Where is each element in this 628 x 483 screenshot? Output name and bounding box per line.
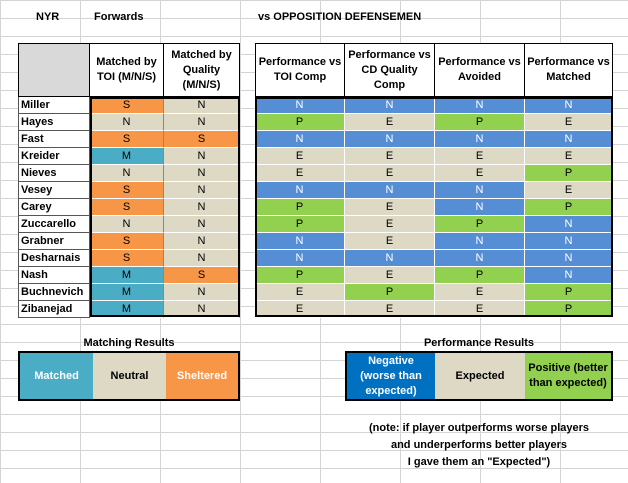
perf-matched-header: Performance vs Matched <box>525 43 613 97</box>
matched-quality-cell: N <box>164 199 240 216</box>
perf-avoided-cell: E <box>435 301 525 318</box>
perf-matched-cell: N <box>525 216 613 233</box>
perf-cd-quality-cell: P <box>345 284 435 301</box>
legend-negative: Negative (worse than expected) <box>347 353 435 399</box>
perf-avoided-cell: E <box>435 284 525 301</box>
legend-positive: Positive (better than expected) <box>525 353 611 399</box>
matched-quality-cell: N <box>164 114 240 131</box>
perf-matched-cell: N <box>525 233 613 250</box>
perf-matched-cell: P <box>525 165 613 182</box>
matched-quality-cell: S <box>164 267 240 284</box>
perf-avoided-cell: P <box>435 216 525 233</box>
perf-avoided-cell: E <box>435 148 525 165</box>
perf-toi-cell: E <box>255 284 345 301</box>
matched-toi-cell: S <box>90 97 164 114</box>
legend-neutral: Neutral <box>93 353 166 399</box>
perf-matched-cell: N <box>525 97 613 114</box>
player-name: Miller <box>18 97 90 114</box>
perf-avoided-cell: P <box>435 267 525 284</box>
perf-toi-cell: N <box>255 182 345 199</box>
perf-matched-cell: E <box>525 148 613 165</box>
perf-avoided-cell: N <box>435 97 525 114</box>
perf-cd-quality-cell: N <box>345 182 435 199</box>
perf-cd-quality-cell: E <box>345 301 435 318</box>
matched-quality-cell: N <box>164 165 240 182</box>
perf-avoided-cell: N <box>435 131 525 148</box>
perf-toi-header: Performance vs TOI Comp <box>255 43 345 97</box>
perf-toi-cell: P <box>255 199 345 216</box>
perf-avoided-cell: N <box>435 233 525 250</box>
perf-cd-quality-cell: N <box>345 131 435 148</box>
perf-toi-cell: N <box>255 131 345 148</box>
perf-avoided-cell: P <box>435 114 525 131</box>
matched-toi-cell: S <box>90 182 164 199</box>
player-name: Buchnevich <box>18 284 90 301</box>
legend-expected: Expected <box>435 353 525 399</box>
matched-quality-cell: N <box>164 182 240 199</box>
perf-matched-cell: P <box>525 199 613 216</box>
performance-legend-title: Performance Results <box>423 337 535 349</box>
matched-quality-cell: N <box>164 216 240 233</box>
player-name: Zibanejad <box>18 301 90 318</box>
perf-cd-quality-cell: E <box>345 216 435 233</box>
perf-avoided-cell: N <box>435 199 525 216</box>
note-line-2: and underperforms better players <box>390 439 568 451</box>
perf-toi-cell: E <box>255 301 345 318</box>
perf-toi-cell: P <box>255 216 345 233</box>
note-text <box>345 420 613 471</box>
matched-quality-cell: N <box>164 97 240 114</box>
matched-toi-header: Matched by TOI (M/N/S) <box>90 43 164 97</box>
matched-toi-cell: M <box>90 301 164 318</box>
perf-cd-quality-cell: E <box>345 148 435 165</box>
matched-toi-cell: S <box>90 233 164 250</box>
matched-toi-cell: M <box>90 148 164 165</box>
perf-matched-cell: E <box>525 182 613 199</box>
matching-legend-title: Matching Results <box>83 337 175 349</box>
perf-avoided-header: Performance vs Avoided <box>435 43 525 97</box>
perf-matched-cell: E <box>525 114 613 131</box>
perf-matched-cell: N <box>525 267 613 284</box>
matched-quality-cell: N <box>164 233 240 250</box>
matched-toi-cell: M <box>90 284 164 301</box>
perf-cd-quality-cell: E <box>345 114 435 131</box>
player-name: Vesey <box>18 182 90 199</box>
performance-legend <box>345 351 613 401</box>
matched-toi-cell: S <box>90 199 164 216</box>
player-name: Carey <box>18 199 90 216</box>
table-title: vs OPPOSITION DEFENSEMEN <box>258 11 422 23</box>
matched-toi-cell: N <box>90 165 164 182</box>
matched-toi-cell: M <box>90 267 164 284</box>
matching-legend <box>18 351 240 401</box>
perf-avoided-cell: N <box>435 182 525 199</box>
matched-quality-header: Matched by Quality (M/N/S) <box>164 43 240 97</box>
perf-toi-cell: P <box>255 114 345 131</box>
perf-cd-quality-cell: E <box>345 165 435 182</box>
perf-avoided-cell: N <box>435 250 525 267</box>
legend-matched: Matched <box>20 353 93 399</box>
matched-toi-cell: N <box>90 216 164 233</box>
player-name: Desharnais <box>18 250 90 267</box>
player-name: Grabner <box>18 233 90 250</box>
perf-cd-quality-cell: E <box>345 233 435 250</box>
perf-cd-quality-cell: E <box>345 267 435 284</box>
matched-quality-cell: N <box>164 148 240 165</box>
team-label: NYR <box>36 11 60 23</box>
matched-quality-cell: N <box>164 250 240 267</box>
matched-toi-cell: S <box>90 250 164 267</box>
perf-cd-quality-cell: E <box>345 199 435 216</box>
perf-matched-cell: P <box>525 301 613 318</box>
matched-quality-cell: N <box>164 301 240 318</box>
player-name: Nieves <box>18 165 90 182</box>
perf-toi-cell: N <box>255 250 345 267</box>
player-name: Zuccarello <box>18 216 90 233</box>
perf-toi-cell: N <box>255 233 345 250</box>
matched-quality-cell: N <box>164 284 240 301</box>
perf-toi-cell: P <box>255 267 345 284</box>
perf-matched-cell: N <box>525 131 613 148</box>
perf-toi-cell: E <box>255 148 345 165</box>
matched-quality-cell: S <box>164 131 240 148</box>
matched-toi-cell: S <box>90 131 164 148</box>
player-name: Nash <box>18 267 90 284</box>
note-line-1: (note: if player outperforms worse players <box>368 422 590 434</box>
note-line-3: I gave them an "Expected") <box>407 456 551 468</box>
perf-toi-cell: E <box>255 165 345 182</box>
legend-sheltered: Sheltered <box>166 353 238 399</box>
group-label: Forwards <box>94 11 144 23</box>
matched-toi-cell: N <box>90 114 164 131</box>
perf-cd-quality-header: Performance vs CD Quality Comp <box>345 43 435 97</box>
perf-matched-cell: N <box>525 250 613 267</box>
player-name: Fast <box>18 131 90 148</box>
perf-cd-quality-cell: N <box>345 97 435 114</box>
perf-matched-cell: P <box>525 284 613 301</box>
perf-toi-cell: N <box>255 97 345 114</box>
player-name: Kreider <box>18 148 90 165</box>
player-name: Hayes <box>18 114 90 131</box>
perf-avoided-cell: E <box>435 165 525 182</box>
perf-cd-quality-cell: N <box>345 250 435 267</box>
name-header-cell <box>18 43 90 97</box>
